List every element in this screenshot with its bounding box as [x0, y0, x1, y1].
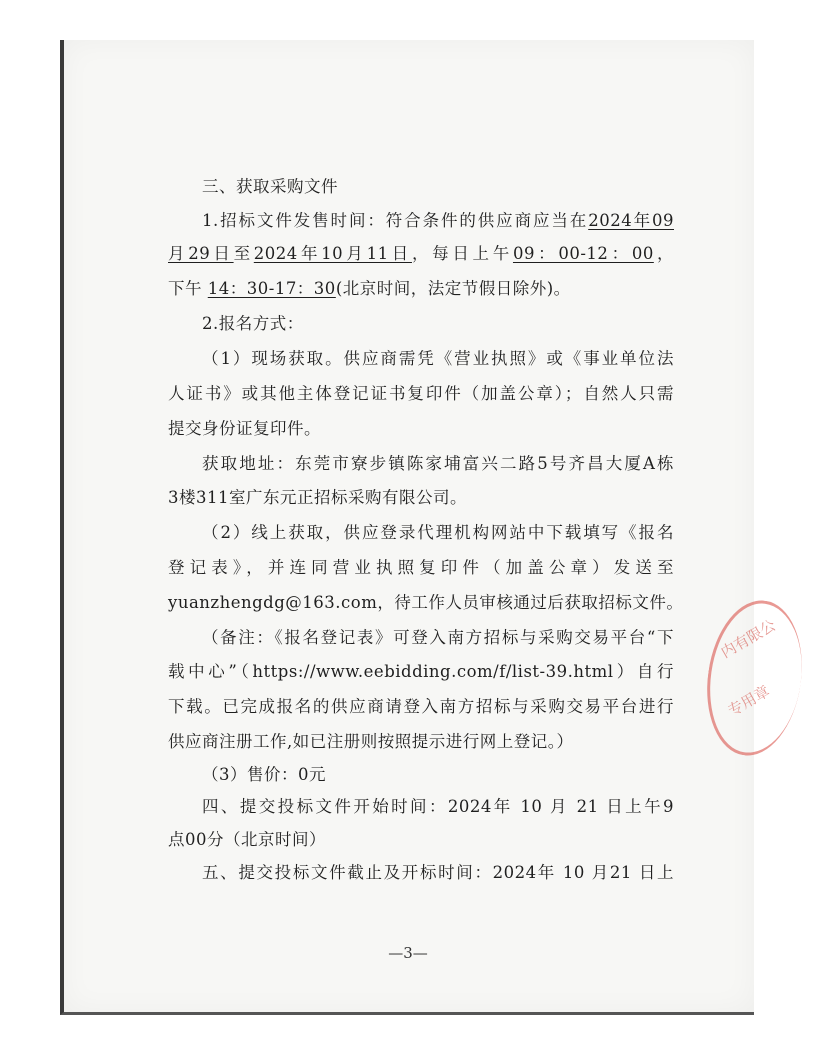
morning-label: ，每日上午 — [411, 244, 513, 263]
sale-time-prefix: 1.招标文件发售时间：符合条件的供应商应当在 — [202, 211, 589, 230]
note-line-1: （备注：《报名登记表》可登入南方招标与采购交易平台“下 — [202, 628, 674, 647]
beijing-time-note: (北京时间，法定节假日除外)。 — [335, 279, 571, 298]
morning-hours: 09：00-12：00 — [512, 244, 654, 263]
section-3-heading: 三、获取采购文件 — [202, 177, 338, 196]
comma: ， — [653, 244, 675, 263]
note-line-2: 载中心”（https://www.eebidding.com/f/list-39.html）自行 — [168, 662, 674, 681]
sale-end-date: 2024年10月11日 — [253, 244, 412, 263]
afternoon-label: 下午 — [168, 279, 202, 298]
page-number: —3— — [388, 944, 428, 962]
section-4-line-1: 四、提交投标文件开始时间：2024年 10 月 21 日上午9 — [202, 797, 674, 816]
sale-to-text: 至 — [233, 244, 254, 263]
stamp-text-top: 内有限公 — [717, 616, 779, 662]
afternoon-hours: 14：30-17：30 — [207, 279, 336, 298]
section-5-line: 五、提交投标文件截止及开标时间：2024年 10 月21 日上 — [202, 863, 674, 882]
note-line-3: 下载。已完成报名的供应商请登入南方招标与采购交易平台进行 — [168, 697, 674, 716]
section-4-line-2: 点00分（北京时间） — [168, 830, 326, 849]
registration-heading: 2.报名方式： — [202, 314, 304, 333]
stamp-text-bottom: 专用章 — [724, 681, 773, 720]
sale-time-line-2 — [168, 243, 674, 265]
sale-start-date-b: 月29日 — [168, 244, 234, 263]
online-line-3: yuanzhengdg@163.com，待工作人员审核通过后获取招标文件。 — [168, 593, 684, 612]
onsite-line-3: 提交身份证复印件。 — [168, 419, 321, 438]
note-line-4: 供应商注册工作,如已注册则按照提示进行网上登记。） — [168, 732, 574, 751]
address-line-1: 获取地址：东莞市寮步镇陈家埔富兴二路5号齐昌大厦A栋 — [202, 454, 674, 473]
address-line-2: 3楼311室广东元正招标采购有限公司。 — [168, 488, 467, 507]
onsite-line-2: 人证书》或其他主体登记证书复印件（加盖公章）；自然人只需 — [168, 384, 674, 403]
sale-start-date-a: 2024年09 — [588, 211, 674, 230]
sale-time-line-1 — [202, 210, 674, 232]
onsite-line-1: （1）现场获取。供应商需凭《营业执照》或《事业单位法 — [202, 349, 674, 368]
online-line-1: （2）线上获取，供应登录代理机构网站中下载填写《报名 — [202, 523, 674, 542]
price-line: （3）售价：0元 — [202, 765, 326, 784]
online-line-2: 登记表》，并连同营业执照复印件（加盖公章）发送至 — [168, 558, 674, 577]
sale-time-line-3 — [168, 278, 571, 300]
